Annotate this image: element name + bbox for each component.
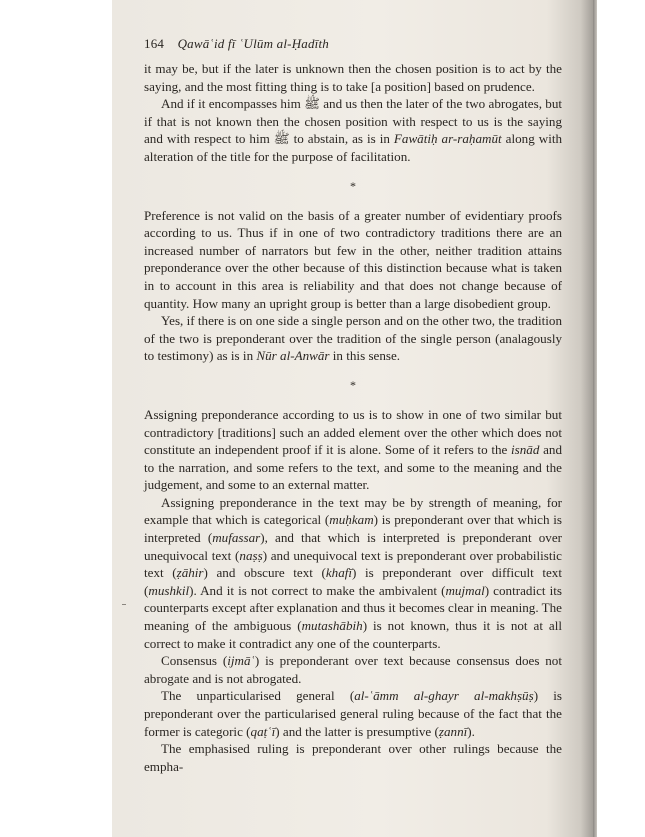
text-run: ). And it is not correct to make the ambivalent (: [189, 582, 446, 598]
text-run-italic: naṣṣ: [239, 547, 263, 563]
text-run: The unparticularised general (: [161, 688, 355, 704]
text-run-italic: al-ʿāmm al-ghayr al-makhṣūṣ: [354, 688, 534, 704]
text-run: ), and that which is interpreted is preponderant over unequivocal text (: [144, 530, 562, 563]
paragraph: [144, 494, 562, 652]
text-run: The emphasised ruling is preponderant over other rulings because the empha-: [144, 741, 562, 774]
text-run: and to the narration, and some refers to the text, and some to the meaning and the judgement, and some to an external matter.: [144, 442, 562, 493]
page-number: 164: [144, 36, 165, 51]
text-run: ) is not known, thus it is not at all correct to make it contradict any one of the counterparts.: [144, 618, 562, 651]
section-separator: [144, 175, 562, 198]
text-run: Assigning preponderance in the text may be by strength of meaning, for example that which is categorical (: [144, 494, 562, 528]
text-run: ) is preponderant over difficult text (: [144, 565, 562, 598]
text-run: ) contradict its counterparts except after explanation and thus it becomes clear in meaning. The meaning of the ambiguous (: [144, 582, 562, 634]
book-title: Qawāʿid fī ʿUlūm al-Ḥadīth: [177, 36, 330, 51]
text-run: ) and obscure text (: [203, 565, 326, 581]
text-run: ) and unequivocal text is preponderant over probabilistic text (: [144, 547, 562, 581]
text-run-italic: muḥkam: [329, 512, 374, 528]
paragraph: [144, 207, 562, 313]
text-run: Assigning preponderance according to us is to show in one of two similar but contradictory [traditions] such an added element over the other which does not constitute an independent proof if it is alone. Some of it refers to the: [144, 406, 562, 458]
text-run-italic: mufassar: [212, 530, 261, 546]
text-run: Yes, if there is on one side a single person and on the other two, the tradition of the two is preponderant over the tradition of the single person (analagously to testimony) as is in: [144, 313, 562, 364]
text-run: Preference is not valid on the basis of a greater number of evidentiary proofs according to us. Thus if in one of two contradictory traditions there are an increased number of narrators but few in the other, neither tradition attains preponderance over the other because of this distinction because what is taken in to account in this area is reliability and that does not change because of quantity. How many an upright group is better than a large disobedient group.: [144, 207, 562, 311]
running-head: [144, 36, 329, 52]
text-run: Consensus (: [161, 653, 228, 669]
paragraph: [144, 95, 562, 165]
text-run: ) and the latter is presumptive (: [275, 723, 439, 739]
text-run: ) is preponderant over that which is interpreted (: [144, 512, 562, 546]
text-run-italic: Fawātiḥ ar-raḥamūt: [393, 131, 502, 147]
paragraph: [144, 60, 562, 95]
text-run-italic: mushkil: [148, 582, 190, 598]
text-run-italic: Nūr al-Anwār: [256, 348, 330, 364]
paragraph: [144, 406, 562, 494]
paragraph: [144, 687, 562, 740]
paragraph: [144, 312, 562, 365]
text-run-italic: qaṭʿī: [250, 723, 276, 739]
text-run-italic: ẓannī: [438, 723, 468, 739]
text-run-italic: isnād: [511, 442, 540, 458]
text-run: ) is preponderant over the particularised general ruling because of the fact that the former is categoric (: [144, 688, 562, 739]
text-run-italic: mutashābih: [301, 618, 363, 634]
section-separator: [144, 374, 562, 397]
text-run: ).: [467, 723, 475, 739]
text-run-italic: khafī: [325, 565, 353, 581]
asterisk-ornament: *: [350, 377, 356, 392]
text-run: ) is preponderant over text because consensus does not abrogate and is not abrogated.: [144, 653, 562, 686]
asterisk-ornament: *: [350, 178, 356, 193]
paragraph: [144, 652, 562, 687]
paragraph: [144, 740, 562, 775]
text-run: And if it encompasses him ﷺ and us then the later of the two abrogates, but if that is not known then the chosen position with respect to us is the saying and with respect to him ﷺ to abstain, as is in: [144, 96, 562, 147]
body-text: [144, 60, 562, 775]
margin-mark: [122, 604, 126, 605]
text-run: in this sense.: [329, 348, 401, 364]
text-run-italic: mujmal: [445, 582, 485, 598]
text-run-italic: ẓāhir: [176, 565, 204, 581]
text-run-italic: ijmāʿ: [227, 653, 255, 669]
text-run: along with alteration of the title for the purpose of facilitation.: [144, 131, 563, 164]
page-edge: [593, 0, 597, 837]
text-run: it may be, but if the later is unknown then the chosen position is to act by the saying, and the most fitting thing is to take [a position] based on prudence.: [144, 61, 562, 94]
